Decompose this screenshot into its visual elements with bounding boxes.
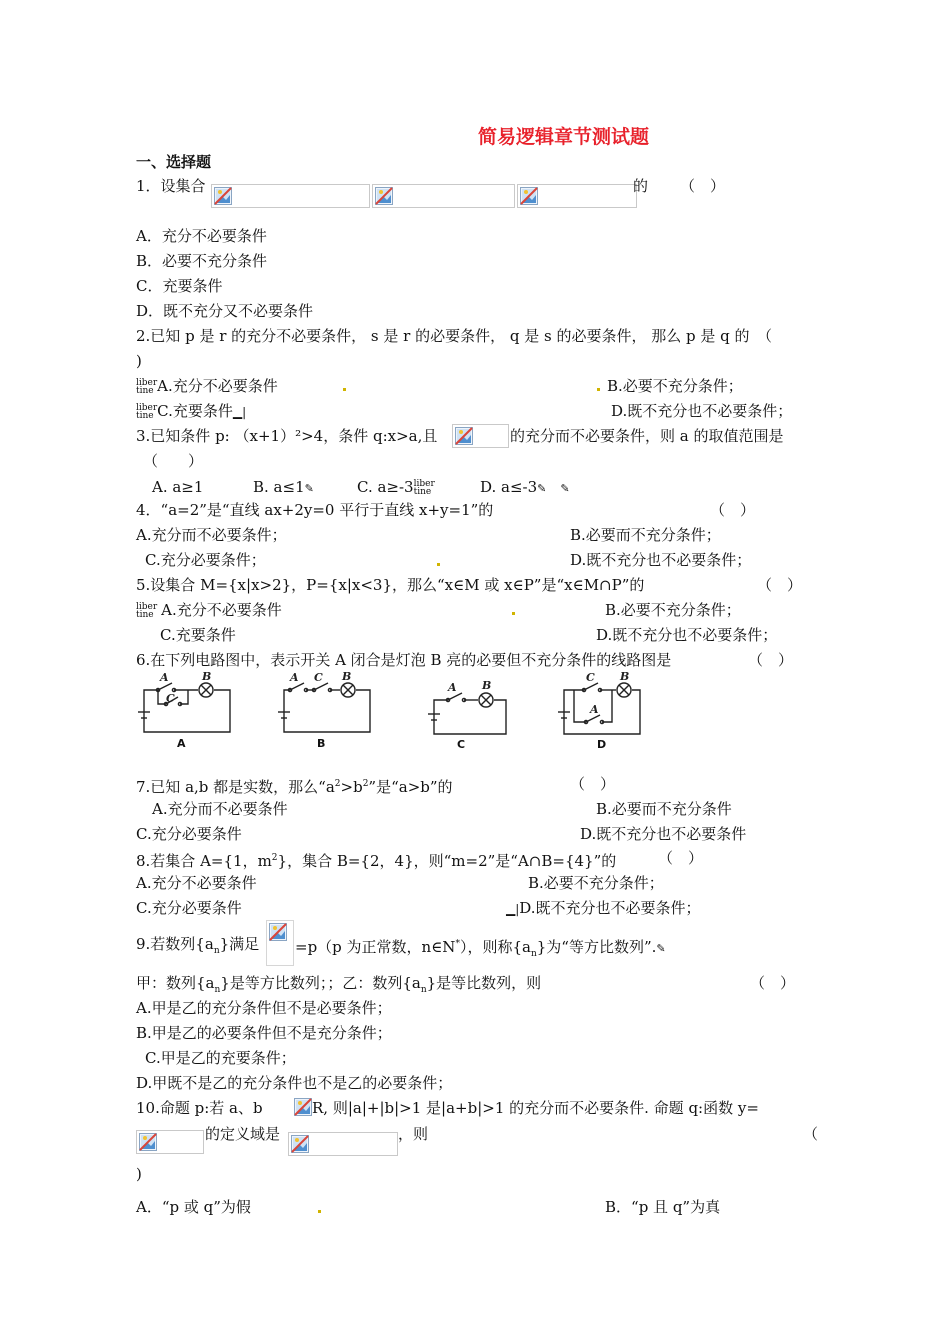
option-b: B．“p 且 q”为真 <box>605 1198 721 1216</box>
option-d: D. a≤-3✎ ✎ <box>480 478 570 496</box>
broken-image-icon <box>139 1133 157 1151</box>
answer-paren: （ ） <box>748 651 794 669</box>
question-7-stem: 7.已知 a,b 都是实数，那么“$a^2>b^2$”是“a>b”的 <box>136 778 453 796</box>
svg-text:B: B <box>342 672 352 683</box>
option-a: A.充分而不必要条件； <box>136 526 287 544</box>
formula-image-5 <box>136 1130 204 1154</box>
question-4-stem: 4．“a=2”是“直线 ax+2y=0 平行于直线 x+y=1”的 <box>136 501 494 519</box>
broken-image-icon <box>214 187 232 205</box>
option-c: liber tine C.充要条件▁| <box>136 402 247 421</box>
circuit-diagram-a <box>136 672 236 752</box>
section-heading: 一、选择题 <box>136 153 212 171</box>
question-3-stem: 3.已知条件 p: （x+1）²>4，条件 q:x>a,且 <box>136 427 438 445</box>
option-d: D．既不充分又不必要条件 <box>136 302 314 320</box>
option-b: B.必要不充分条件； <box>605 601 741 619</box>
option-c: C.充分必要条件 <box>136 825 242 843</box>
question-2-stem-cont: ) <box>136 352 142 370</box>
svg-text:A: A <box>448 681 457 694</box>
option-a: A.充分而不必要条件 <box>152 800 288 818</box>
question-3-stem-cont: 的充分而不必要条件，则 a 的取值范围是 <box>510 427 784 445</box>
broken-image-icon <box>520 187 538 205</box>
option-d: ▁|D.既不充分也不必要条件； <box>506 899 701 917</box>
svg-text:C: C <box>586 672 595 684</box>
option-b: B.必要不充分条件； <box>528 874 664 892</box>
liber-mark: liber tine <box>136 378 158 396</box>
option-a: liber tine A.充分不必要条件 <box>136 377 278 396</box>
question-1-tail: 的 <box>633 177 649 195</box>
question-5-stem: 5.设集合 M={x|x>2}，P={x|x<3}，那么“x∈M 或 x∈P”是“x∈M∩P”的 <box>136 576 645 594</box>
question-9-stem: 9.若数列$\{a_n\}$满足 <box>136 935 260 956</box>
option-d: D.既不充分也不必要条件； <box>611 402 793 420</box>
stray-dot <box>437 563 440 566</box>
stray-dot <box>343 388 346 391</box>
question-10-stem-cont: R, 则|a|+|b|>1 是|a+b|>1 的充分而不必要条件. 命题 q:函数 y= <box>312 1099 759 1117</box>
circuit-diagram-b <box>276 672 376 752</box>
option-b: B．必要不充分条件 <box>136 252 268 270</box>
circuit-diagram-c <box>426 672 526 752</box>
question-9-stem-cont: =p（p 为正常数，n∈N*），则称$\{a_n\}$为“等方比数列”.✎ <box>295 938 666 959</box>
option-a: A. a≥1 <box>152 478 204 496</box>
liber-mark: liber tine <box>136 403 158 421</box>
circuit-label-c: C <box>457 738 466 751</box>
svg-text:C: C <box>314 672 323 684</box>
option-c: C.充分必要条件 <box>136 899 242 917</box>
broken-image-icon <box>455 427 473 445</box>
option-a: A．充分不必要条件 <box>136 227 267 245</box>
svg-text:A: A <box>290 672 299 684</box>
page-title: 简易逻辑章节测试题 <box>478 126 650 148</box>
formula-image-3 <box>266 920 294 966</box>
svg-text:B: B <box>202 672 212 683</box>
question-2-stem: 2.已知 p 是 r 的充分不必要条件， s 是 r 的必要条件， q 是 s 的必要条件， 那么 p 是 q 的 （ <box>136 327 773 345</box>
svg-text:A: A <box>590 703 599 716</box>
option-a: A.充分不必要条件 <box>136 874 257 892</box>
squiggle-mark: ✎ <box>304 482 314 495</box>
option-b: B. a≤1✎ <box>253 478 314 496</box>
answer-paren: （ ） <box>750 974 796 992</box>
answer-paren-right: ) <box>136 1165 142 1183</box>
question-9-line2: 甲：数列$\{a_n\}$是等方比数列；；乙：数列$\{a_n\}$是等比数列，则 <box>136 974 542 995</box>
squiggle-mark: ✎ <box>537 482 547 495</box>
svg-text:A: A <box>160 672 169 684</box>
option-c: C.充要条件 <box>160 626 236 644</box>
formula-image-1 <box>211 184 637 208</box>
question-10-stem: 10.命题 p:若 a、b <box>136 1099 263 1117</box>
answer-paren: （ ） <box>710 501 756 519</box>
option-c: C.甲是乙的充要条件； <box>145 1049 296 1067</box>
broken-image-icon <box>291 1135 309 1153</box>
answer-paren: （ ） <box>570 775 616 793</box>
answer-paren: （ ） <box>680 177 726 195</box>
option-b: B.甲是乙的必要条件但不是充分条件； <box>136 1024 392 1042</box>
circuit-label-a: A <box>177 737 186 750</box>
question-8-stem: 8.若集合 A={1，$m^2$}，集合 B={2，4}，则“m=2”是“A∩B={4}”的 <box>136 852 617 870</box>
svg-text:B: B <box>482 679 492 692</box>
cursor-mark: ▁| <box>232 405 247 419</box>
option-c: C. a≥-3liber tine <box>357 478 435 497</box>
squiggle-mark: ✎ <box>656 942 666 955</box>
question-1-stem: 1．设集合 <box>136 177 206 195</box>
option-b: B.必要而不充分条件； <box>570 526 721 544</box>
option-b: B.必要不充分条件； <box>607 377 743 395</box>
option-c: C.充分必要条件； <box>145 551 266 569</box>
squiggle-mark: ✎ <box>560 482 570 495</box>
answer-paren-left: （ <box>803 1125 819 1143</box>
formula-image-6 <box>288 1132 398 1156</box>
circuit-label-b: B <box>317 737 326 750</box>
liber-mark: liber tine <box>136 602 158 620</box>
option-b: B.必要而不充分条件 <box>596 800 732 818</box>
question-10-line2-cont: ，则 <box>398 1125 429 1143</box>
option-d: D.既不充分也不必要条件； <box>570 551 752 569</box>
formula-image-4 <box>294 1098 312 1120</box>
svg-text:B: B <box>620 672 630 683</box>
broken-image-icon <box>375 187 393 205</box>
svg-text:C: C <box>166 692 175 705</box>
broken-image-icon <box>269 923 287 941</box>
answer-paren: （ ） <box>658 849 704 867</box>
circuit-label-d: D <box>597 738 607 751</box>
answer-paren: （ ） <box>143 452 204 470</box>
cursor-mark: ▁| <box>506 902 520 916</box>
question-10-line2: 的定义域是 <box>205 1125 281 1143</box>
option-d: D.既不充分也不必要条件 <box>580 825 747 843</box>
option-a: liber tine A.充分不必要条件 <box>136 601 282 620</box>
broken-image-icon <box>294 1098 312 1116</box>
option-d: D.既不充分也不必要条件； <box>596 626 778 644</box>
stray-dot <box>597 388 600 391</box>
option-a: A.甲是乙的充分条件但不是必要条件； <box>136 999 392 1017</box>
formula-image-2 <box>452 424 509 448</box>
answer-paren: （ ） <box>757 576 803 594</box>
question-6-stem: 6.在下列电路图中，表示开关 A 闭合是灯泡 B 亮的必要但不充分条件的线路图是 <box>136 651 672 669</box>
option-c: C．充要条件 <box>136 277 223 295</box>
liber-mark: liber tine <box>413 479 435 497</box>
stray-dot <box>318 1210 321 1213</box>
option-d: D.甲既不是乙的充分条件也不是乙的必要条件； <box>136 1074 453 1092</box>
option-a: A．“p 或 q”为假 <box>136 1198 251 1216</box>
stray-dot <box>512 612 515 615</box>
